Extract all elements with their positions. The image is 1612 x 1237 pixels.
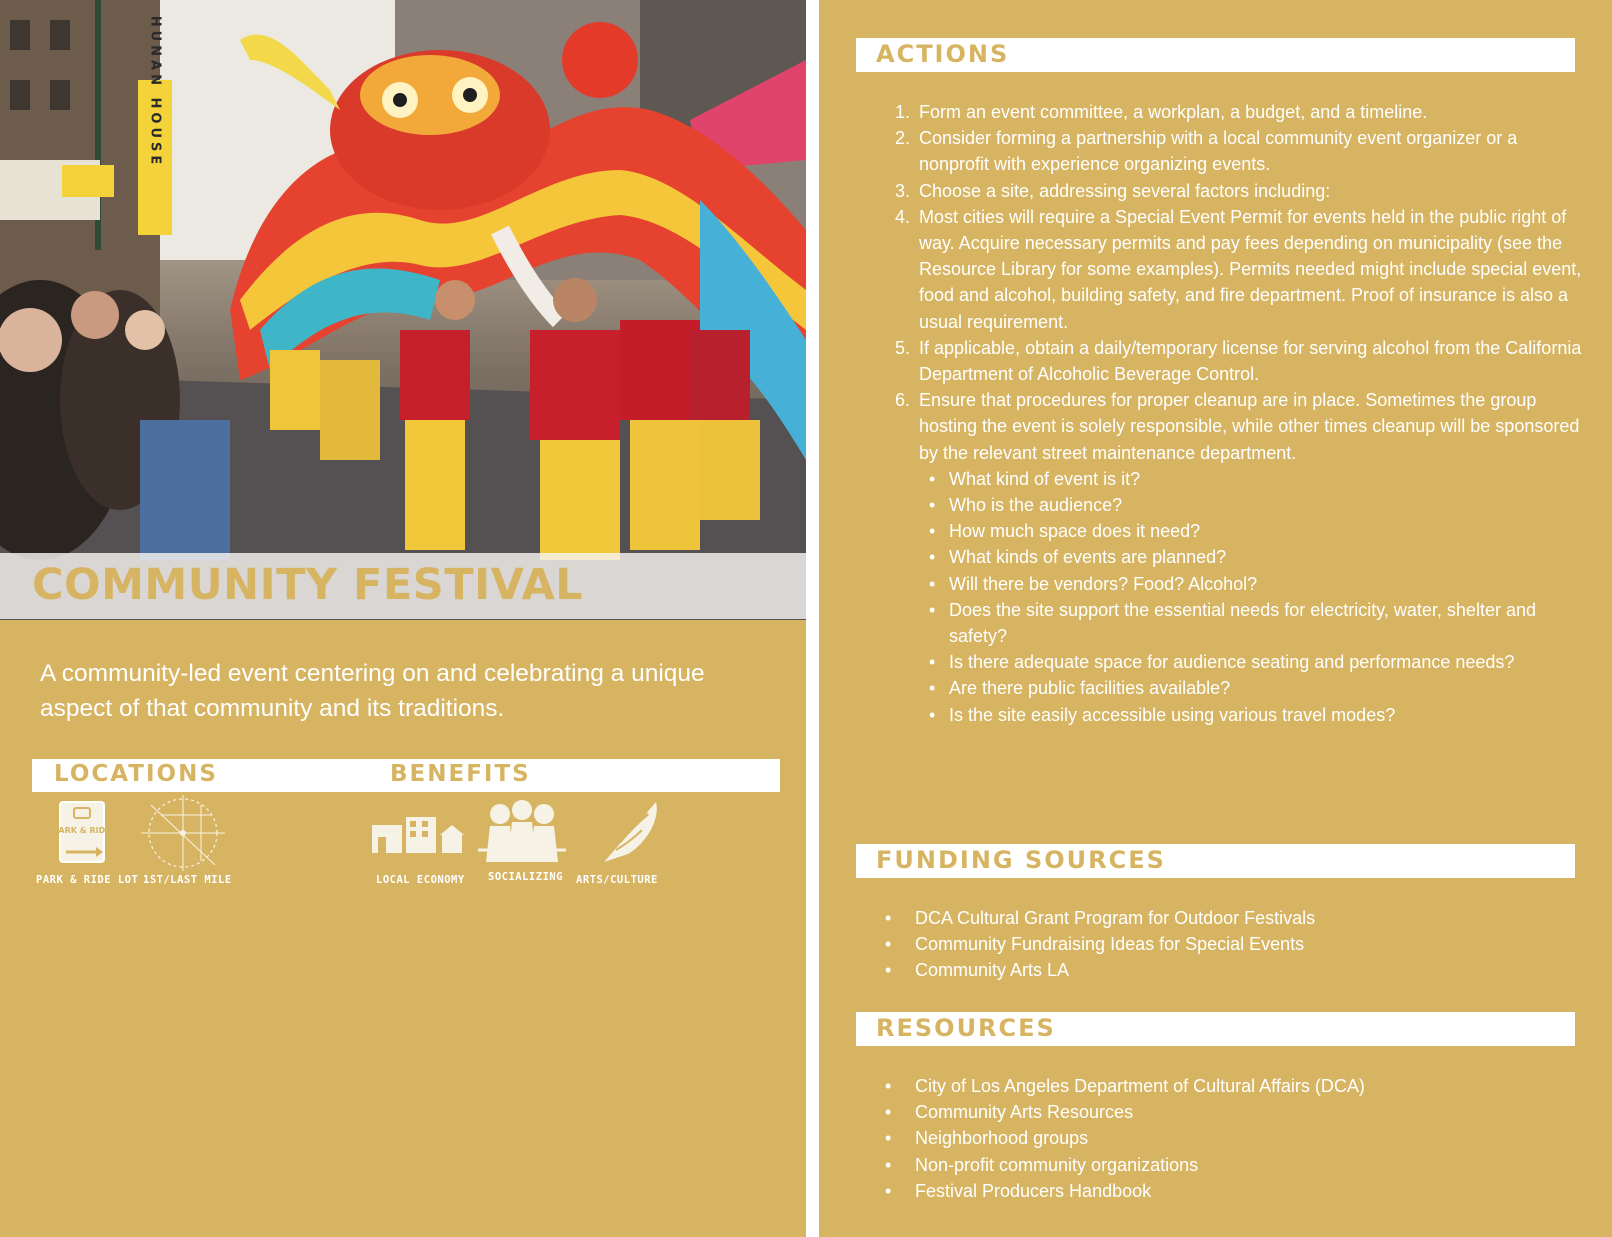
- benefit-caption-local-economy: LOCAL ECONOMY: [376, 874, 465, 886]
- actions-heading: ACTIONS: [876, 40, 1010, 68]
- arts-culture-icon: [598, 798, 660, 864]
- resource-item: • Neighborhood groups: [915, 1125, 1585, 1151]
- dragon-parade-illustration: [0, 0, 806, 620]
- site-factors-list: [919, 466, 1585, 728]
- actions-heading-bar: [856, 38, 1575, 72]
- site-factor-item: • How much space does it need?: [949, 518, 1585, 544]
- local-economy-icon: [370, 815, 466, 855]
- action-item: 4. Most cities will require a Special Event Permit for events held in the public right of way. Acquire necessary permits and pay fees depending on municipality (see the Resource Library for some examples). Permits needed might include special event, food and alcohol, building safety, and fire department. Proof of insurance is also a usual requirement.: [915, 204, 1585, 335]
- park-and-ride-sign-text: PARK & RIDE: [53, 826, 111, 835]
- intro-text: A community-led event centering on and celebrating a unique aspect of that community and its traditions.: [40, 660, 705, 722]
- funding-list: [885, 905, 1585, 984]
- funding-item: • Community Fundraising Ideas for Special Events: [915, 931, 1585, 957]
- benefit-caption-arts-culture: ARTS/CULTURE: [576, 874, 658, 886]
- action-item: 3. Choose a site, addressing several factors including:: [915, 178, 1585, 204]
- benefit-caption-socializing: SOCIALIZING: [488, 871, 564, 883]
- site-factor-item: • What kind of event is it?: [949, 466, 1585, 492]
- funding-item: • Community Arts LA: [915, 957, 1585, 983]
- action-item-6: [915, 387, 1585, 728]
- page-title: COMMUNITY FESTIVAL: [32, 560, 584, 610]
- action-item: 1. Form an event committee, a workplan, a budget, and a timeline.: [915, 99, 1585, 125]
- site-factor-item: • Is the site easily accessible using various travel modes?: [949, 702, 1585, 728]
- resources-heading: RESOURCES: [876, 1014, 1056, 1042]
- funding-item: • DCA Cultural Grant Program for Outdoor Festivals: [915, 905, 1585, 931]
- benefits-label: BENEFITS: [390, 761, 531, 787]
- site-factor-item: • Are there public facilities available?: [949, 675, 1585, 701]
- funding-heading-bar: [856, 844, 1575, 878]
- action-item: 2. Consider forming a partnership with a local community event organizer or a nonprofit with experience organizing events.: [915, 125, 1585, 177]
- resources-heading-bar: [856, 1012, 1575, 1046]
- actions-list: [885, 99, 1585, 728]
- site-factor-item: • Does the site support the essential needs for electricity, water, shelter and safety?: [949, 597, 1585, 649]
- park-and-ride-icon: [53, 800, 111, 864]
- socializing-icon: [478, 800, 566, 866]
- locations-label: LOCATIONS: [54, 761, 218, 787]
- locations-benefits-bar: [32, 759, 780, 792]
- location-caption-park-ride: PARK & RIDE LOT: [36, 874, 139, 886]
- resource-item: • Community Arts Resources: [915, 1099, 1585, 1125]
- resource-item: • Festival Producers Handbook: [915, 1178, 1585, 1204]
- resources-list: [885, 1073, 1585, 1204]
- resource-item: • City of Los Angeles Department of Cultural Affairs (DCA): [915, 1073, 1585, 1099]
- site-factor-item: • Is there adequate space for audience seating and performance needs?: [949, 649, 1585, 675]
- action-item: 5. If applicable, obtain a daily/temporary license for serving alcohol from the California Department of Alcoholic Beverage Control.: [915, 335, 1585, 387]
- right-panel: [819, 0, 1612, 1237]
- action-item-text: Ensure that procedures for proper cleanup are in place. Sometimes the group hosting the event is solely responsible, while other times cleanup will be sponsored by the relevant street maintenance department.: [919, 390, 1580, 463]
- funding-heading: FUNDING SOURCES: [876, 846, 1166, 874]
- festival-photo: [0, 0, 806, 620]
- site-factor-item: • What kinds of events are planned?: [949, 544, 1585, 570]
- site-factor-item: • Will there be vendors? Food? Alcohol?: [949, 571, 1585, 597]
- site-factor-item: • Who is the audience?: [949, 492, 1585, 518]
- first-last-mile-icon: [141, 795, 225, 871]
- location-caption-first-last-mile: 1ST/LAST MILE: [143, 874, 232, 886]
- hunan-house-sign-text: HUNAN HOUSE: [147, 15, 163, 169]
- resource-item: • Non-profit community organizations: [915, 1152, 1585, 1178]
